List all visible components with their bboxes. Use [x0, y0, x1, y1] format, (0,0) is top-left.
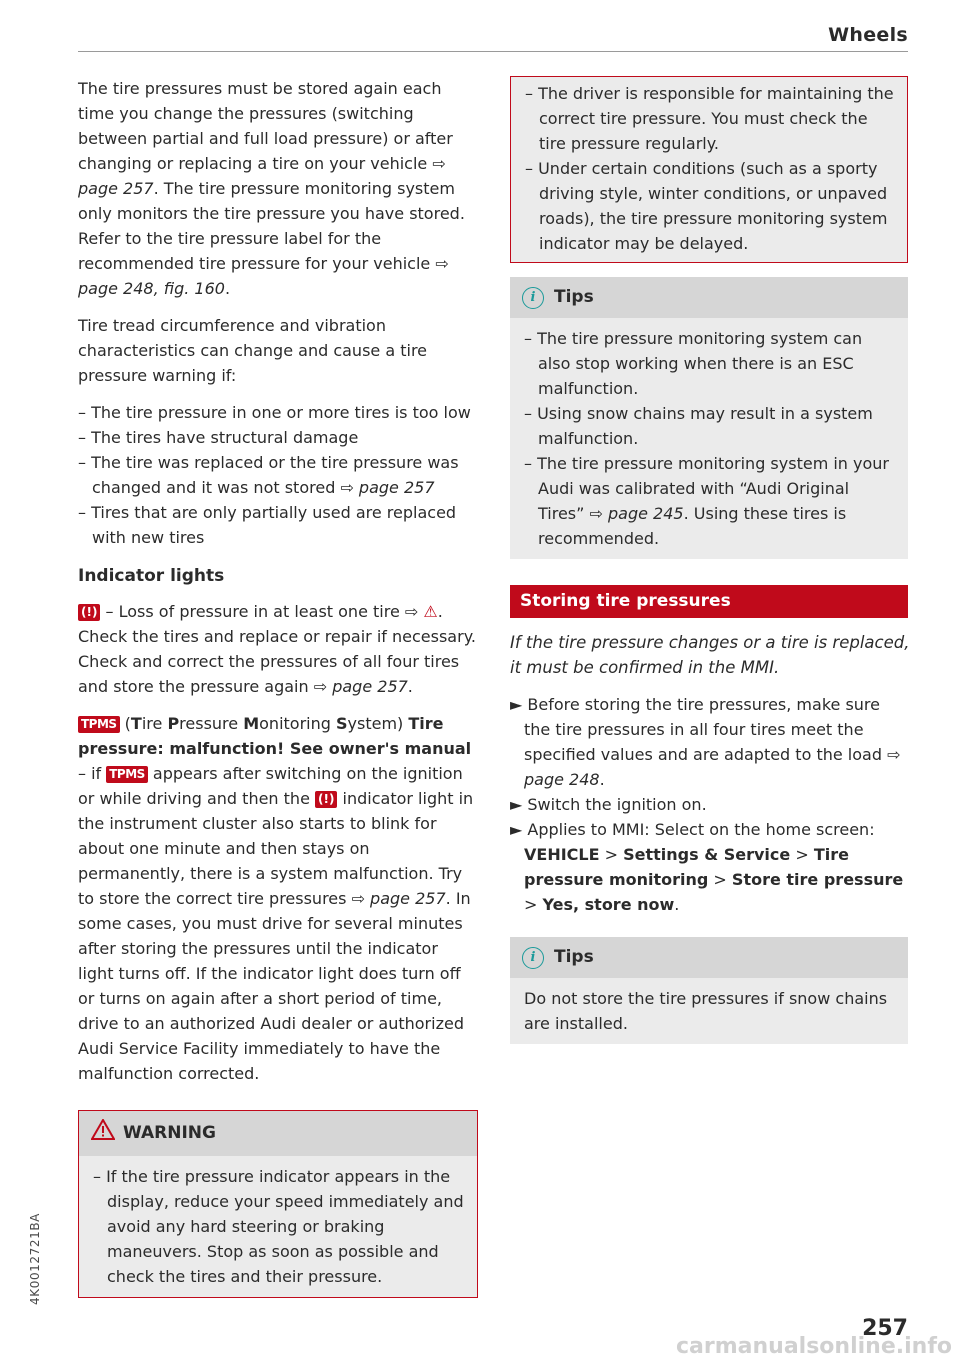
tips-header — [510, 277, 908, 318]
tips-body — [510, 978, 908, 1044]
tpms-letter: M — [243, 714, 260, 733]
intro-text: . The tire pressure monitoring system only monitors the tire pressure you have stored. Refer to the tire pressure label for the recommended tire pressure for your vehicle — [78, 179, 465, 273]
tips-title: Tips — [554, 287, 594, 307]
tpms-letter: P — [167, 714, 180, 733]
menu-path-item: VEHICLE — [524, 845, 600, 864]
list-item: – Tires that are only partially used are replaced with new tires — [78, 503, 457, 547]
malfunction-message: Tire pressure: malfunction! See owner's manual — [78, 714, 472, 758]
tpms-indicator-icon: TPMS — [106, 766, 148, 783]
page-ref-link[interactable]: ⇨ page 245 — [589, 504, 684, 523]
tips-box-2 — [510, 937, 908, 1044]
page-ref-link[interactable]: ⇨ page 257 — [351, 889, 446, 908]
warning-header — [79, 1111, 477, 1156]
loss-text: . Check the tires and replace or repair if necessary. Check and correct the pressures of all four tires and store the pressure again — [78, 602, 476, 696]
tpms-letter: S — [335, 714, 348, 733]
path-separator: > — [708, 870, 732, 889]
list-item: – If the tire pressure indicator appears in the display, reduce your speed immediately and avoid any hard steering or braking maneuvers. Stop as soon as possible and check the tires and their pressure. — [93, 1167, 464, 1286]
step-text: . — [674, 895, 680, 914]
tpms-indicator-icon: TPMS — [78, 716, 120, 733]
intro-paragraph — [78, 76, 478, 301]
menu-path-item: Settings & Service — [623, 845, 791, 864]
list-item: – Under certain conditions (such as a sporty driving style, winter conditions, or unpaved roads), the tire pressure monitoring system indicator may be delayed. — [525, 159, 888, 253]
left-column — [78, 76, 478, 1298]
tpms-text: ystem) — [347, 714, 409, 733]
menu-path-item: Yes, store now — [542, 895, 675, 914]
step-text: ► Applies to MMI: Select on the home screen: — [510, 820, 875, 839]
tips-box — [510, 277, 908, 559]
warning-triangle-icon: ⚠ — [423, 602, 438, 621]
watermark: carmanualsonline.info — [676, 1334, 952, 1359]
list-item: – The driver is responsible for maintaining the correct tire pressure. You must check the tire pressure regularly. — [525, 84, 894, 153]
page-ref-link[interactable]: ⇨ page 248, fig. 160 — [78, 254, 449, 298]
info-icon: i — [522, 287, 544, 309]
list-item-text: . Using these tires is recommended. — [538, 504, 847, 548]
warning-triangle-icon — [91, 1119, 115, 1148]
list-item: – The tires have structural damage — [78, 428, 359, 447]
indicator-lights-heading: Indicator lights — [78, 566, 225, 586]
loss-text: – Loss of pressure in at least one tire ⇨ — [100, 602, 424, 621]
list-item — [524, 451, 896, 551]
document-code: 4K0012721BA — [28, 1213, 42, 1305]
loss-text: . — [407, 677, 413, 696]
step-text: ► Before storing the tire pressures, make sure the tire pressures in all four tires meet the specified values and are adapted to the load — [510, 695, 888, 764]
intro-text: The tire pressures must be stored again each time you change the pressures (switching between partial and full load pressure) or after changing or replacing a tire on your vehicle — [78, 79, 453, 173]
tips-title: Tips — [554, 947, 594, 967]
tire-pressure-indicator-icon: (!) — [78, 604, 100, 621]
menu-path-item: Store tire pressure — [731, 870, 904, 889]
intro-text: . — [224, 279, 231, 298]
warning-body — [79, 1156, 477, 1297]
list-item — [78, 450, 478, 500]
step-item: ► Switch the ignition on. — [510, 795, 707, 814]
path-separator: > — [790, 845, 814, 864]
list-item: – The tire pressure in one or more tires is too low — [78, 403, 471, 422]
warning-box — [78, 1110, 478, 1298]
list-item-text: – The tire was replaced or the tire pressure was changed and it was not stored — [78, 453, 459, 497]
page-number: 257 — [862, 1316, 908, 1341]
tpms-text: appears after switching on the ignition or while driving and then the — [78, 764, 463, 808]
tips-header — [510, 937, 908, 978]
tpms-text: onitoring — [259, 714, 336, 733]
list-item: – Using snow chains may result in a system malfunction. — [524, 404, 873, 448]
path-separator: > — [524, 895, 543, 914]
page-ref-link[interactable]: ⇨ page 257 — [313, 677, 408, 696]
tpms-paragraph — [78, 711, 478, 1086]
storing-intro: If the tire pressure changes or a tire is replaced, it must be confirmed in the MMI. — [510, 633, 910, 677]
tpms-text: ( — [119, 714, 131, 733]
tpms-text: ire — [141, 714, 168, 733]
warning-title: WARNING — [123, 1123, 216, 1143]
path-separator: > — [599, 845, 624, 864]
tread-paragraph: Tire tread circumference and vibration characteristics can change and cause a tire pressure warning if: — [78, 316, 428, 385]
page-ref-link[interactable]: ⇨ page 248 — [524, 745, 901, 789]
loss-of-pressure-paragraph — [78, 599, 478, 699]
list-item-text: – The tire pressure monitoring system in your Audi was calibrated with “Audi Original Tires” — [524, 454, 890, 523]
section-title: Wheels — [828, 24, 908, 46]
menu-path-item: Tire pressure monitoring — [524, 845, 849, 889]
tpms-letter: T — [130, 714, 142, 733]
step-item — [510, 692, 910, 792]
tips-text: Do not store the tire pressures if snow chains are installed. — [524, 989, 888, 1033]
tpms-text: . In some cases, you must drive for several minutes after storing the pressures until the indicator light turns off. If the indicator light does turn off or turns on again after a short period of time, drive to an authorized Audi dealer or authorized Audi Service Facility immediately to have the malfunction corrected. — [78, 889, 471, 1083]
step-text: . — [599, 770, 605, 789]
tpms-text: ressure — [179, 714, 244, 733]
info-icon: i — [522, 947, 544, 969]
page-ref-link[interactable]: ⇨ page 257 — [340, 478, 435, 497]
header-rule — [78, 51, 908, 52]
tire-pressure-indicator-icon: (!) — [315, 791, 337, 808]
list-item: – The tire pressure monitoring system can also stop working when there is an ESC malfunction. — [524, 329, 863, 398]
tpms-text: – if — [78, 764, 107, 783]
step-item — [510, 817, 910, 917]
page-ref-link[interactable]: ⇨ page 257 — [78, 154, 446, 198]
storing-steps — [510, 692, 910, 917]
storing-section-heading: Storing tire pressures — [510, 585, 908, 618]
tpms-text: indicator light in the instrument cluster also starts to blink for about one minute and then stays on permanently, there is a system malfunction. Try to store the correct tire pressures — [78, 789, 474, 908]
responsibility-box — [510, 76, 908, 263]
right-column — [510, 76, 910, 1044]
tips-body — [510, 318, 908, 559]
warning-causes-list — [78, 400, 478, 550]
